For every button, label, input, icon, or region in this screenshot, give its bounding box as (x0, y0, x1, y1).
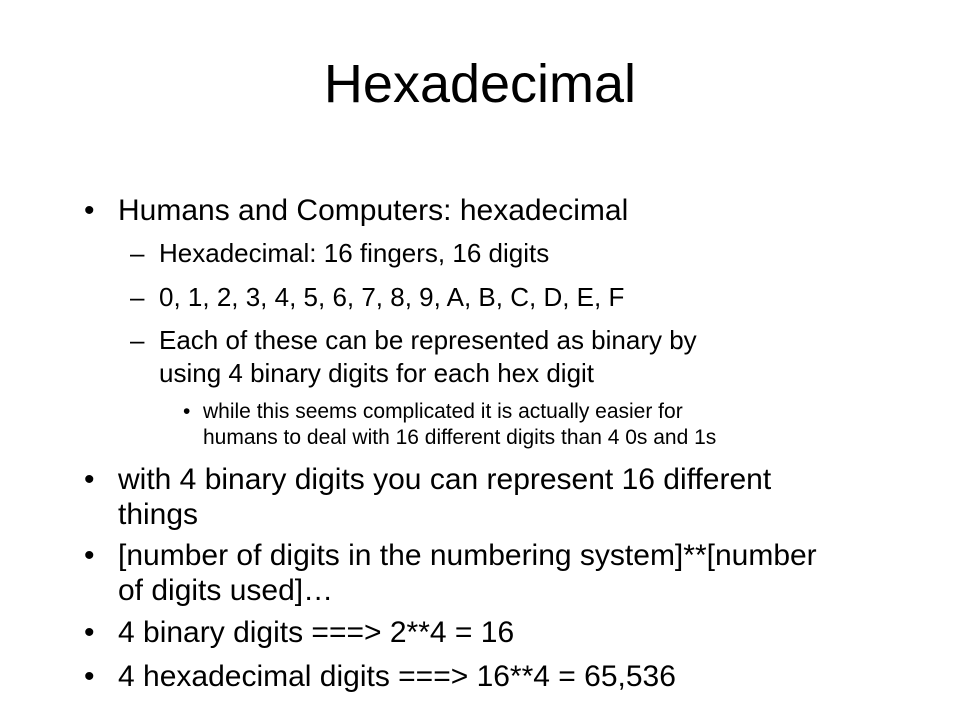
sub-bullet-marker: – (130, 238, 145, 268)
bullet-text-line-2: of digits used]… (118, 574, 334, 607)
sub-bullet-marker: – (130, 325, 145, 355)
sub-bullet-text-line-2: using 4 binary digits for each hex digit (159, 358, 595, 388)
bullet-text-line-1: [number of digits in the numbering system]**[number (118, 539, 817, 572)
bullet-marker: • (84, 194, 95, 227)
bullet-text-line-2: things (118, 498, 199, 531)
bullet-text: 4 hexadecimal digits ===> 16**4 = 65,536 (118, 660, 676, 693)
bullet-marker: • (84, 539, 95, 572)
sub-bullet-text-line-1: Each of these can be represented as binary by (159, 325, 697, 355)
bullet-marker: • (84, 463, 95, 496)
sub-bullet-text: 0, 1, 2, 3, 4, 5, 6, 7, 8, 9, A, B, C, D, E, F (159, 282, 625, 312)
sub-sub-bullet-marker: • (183, 400, 191, 423)
slide-title: Hexadecimal (323, 54, 637, 114)
sub-bullet-marker: – (130, 282, 145, 312)
bullet-text-line-1: with 4 binary digits you can represent 16 different (118, 463, 772, 496)
sub-sub-bullet-text-line-1: while this seems complicated it is actually easier for (203, 400, 683, 423)
bullet-marker: • (84, 660, 95, 693)
sub-sub-bullet-text-line-2: humans to deal with 16 different digits than 4 0s and 1s (203, 426, 717, 449)
sub-bullet-text: Hexadecimal: 16 fingers, 16 digits (159, 238, 550, 268)
bullet-text: Humans and Computers: hexadecimal (118, 194, 629, 227)
bullet-marker: • (84, 616, 95, 649)
bullet-text: 4 binary digits ===> 2**4 = 16 (118, 616, 515, 649)
